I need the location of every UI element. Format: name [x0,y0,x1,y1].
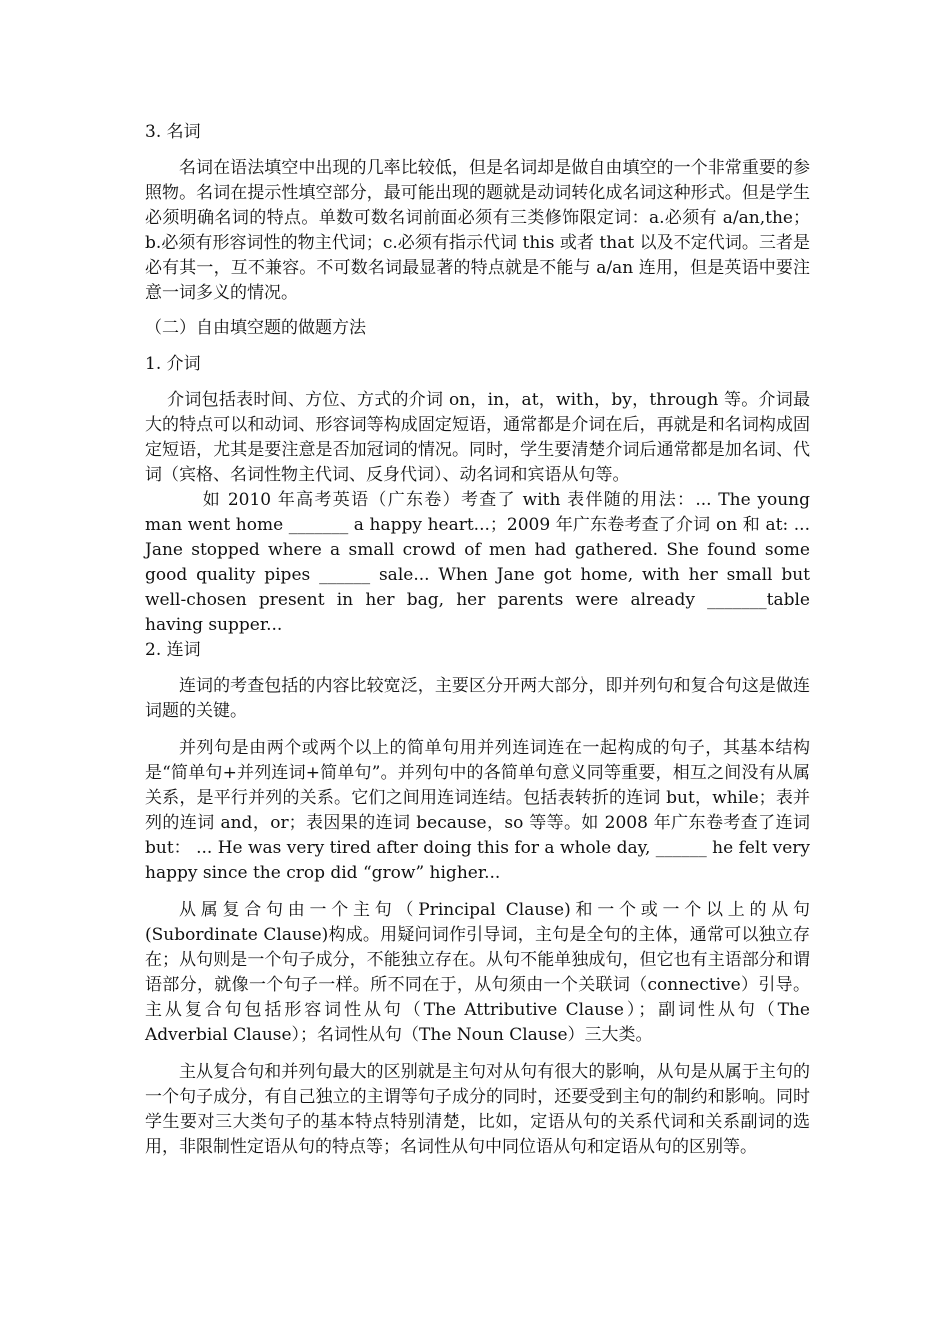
complex-sentence-paragraph: 从属复合句由一个主句（Principal Clause)和一个或一个以上的从句(Subordinate Clause)构成。用疑问词作引导词，主句是全句的主体，通常可以独立存在；从句则是一个句子成分，不能独立存在。从句不能单独成句，但它也有主语部分和谓语部分，就像一个句子一样。所不同在于，从句须由一个关联词（connective）引导。主从复合句包括形容词性从句（The Attributive Clause）；副词性从句（The Adverbial Clause）；名词性从句（The Noun Clause）三大类。 [145,900,810,1045]
compound-sentence-paragraph: 并列句是由两个或两个以上的简单句用并列连词连在一起构成的句子，其基本结构是“简单句+并列连词+简单句”。并列句中的各简单句意义同等重要，相互之间没有从属关系，是平行并列的关系。它们之间用连词连结。包括表转折的连词 but，while；表并列的连词 and，or；表因果的连词 because，so 等等。如 2008 年广东卷考查了连词 but： ... He was very tired after doing this for a whole day, ______ he felt very happy since the crop did “grow” higher... [145,738,810,883]
conjunctions-intro-paragraph: 连词的考查包括的内容比较宽泛，主要区分开两大部分，即并列句和复合句这是做连词题的关键。 [145,676,810,721]
section-heading-prepositions: 1. 介词 [145,354,201,374]
section-heading-conjunctions: 2. 连词 [145,640,201,660]
document-page [145,120,810,1170]
prepositions-paragraph: 介词包括表时间、方位、方式的介词 on，in，at，with，by，through 等。介词最大的特点可以和动词、形容词等构成固定短语，通常都是介词在后，再就是和名词构成固定短语，尤其是要注意是否加冠词的情况。同时，学生要清楚介词后通常都是加名词、代词（宾格、名词性物主代词、反身代词）、动名词和宾语从句等。 [145,390,810,485]
section-heading-nouns: 3. 名词 [145,122,201,142]
nouns-paragraph: 名词在语法填空中出现的几率比较低，但是名词却是做自由填空的一个非常重要的参照物。名词在提示性填空部分，最可能出现的题就是动词转化成名词这种形式。但是学生必须明确名词的特点。单数可数名词前面必须有三类修饰限定词：a.必须有 a/an,the；b.必须有形容词性的物主代词；c.必须有指示代词 this 或者 that 以及不定代词。三者是必有其一，互不兼容。不可数名词最显著的特点就是不能与 a/an 连用，但是英语中要注意一词多义的情况。 [145,158,810,303]
sentence-comparison-paragraph: 主从复合句和并列句最大的区别就是主句对从句有很大的影响，从句是从属于主句的一个句子成分，有自己独立的主谓等句子成分的同时，还要受到主句的制约和影响。同时学生要对三大类句子的基本特点特别清楚，比如，定语从句的关系代词和关系副词的选用，非限制性定语从句的特点等；名词性从句中同位语从句和定语从句的区别等。 [145,1062,810,1157]
prepositions-example-paragraph: 如 2010 年高考英语（广东卷）考查了 with 表伴随的用法：... The young man went home _______ a happy heart...；2009 年广东卷考查了介词 on 和 at: ... Jane stopped where a small crowd of men had gathered. She found some good quality pipes ______ sale... When Jane got home, with her small but well-chosen present in her bag, her parents were already _______table having supper... [145,490,810,635]
section-heading-method: （二）自由填空题的做题方法 [145,318,366,338]
